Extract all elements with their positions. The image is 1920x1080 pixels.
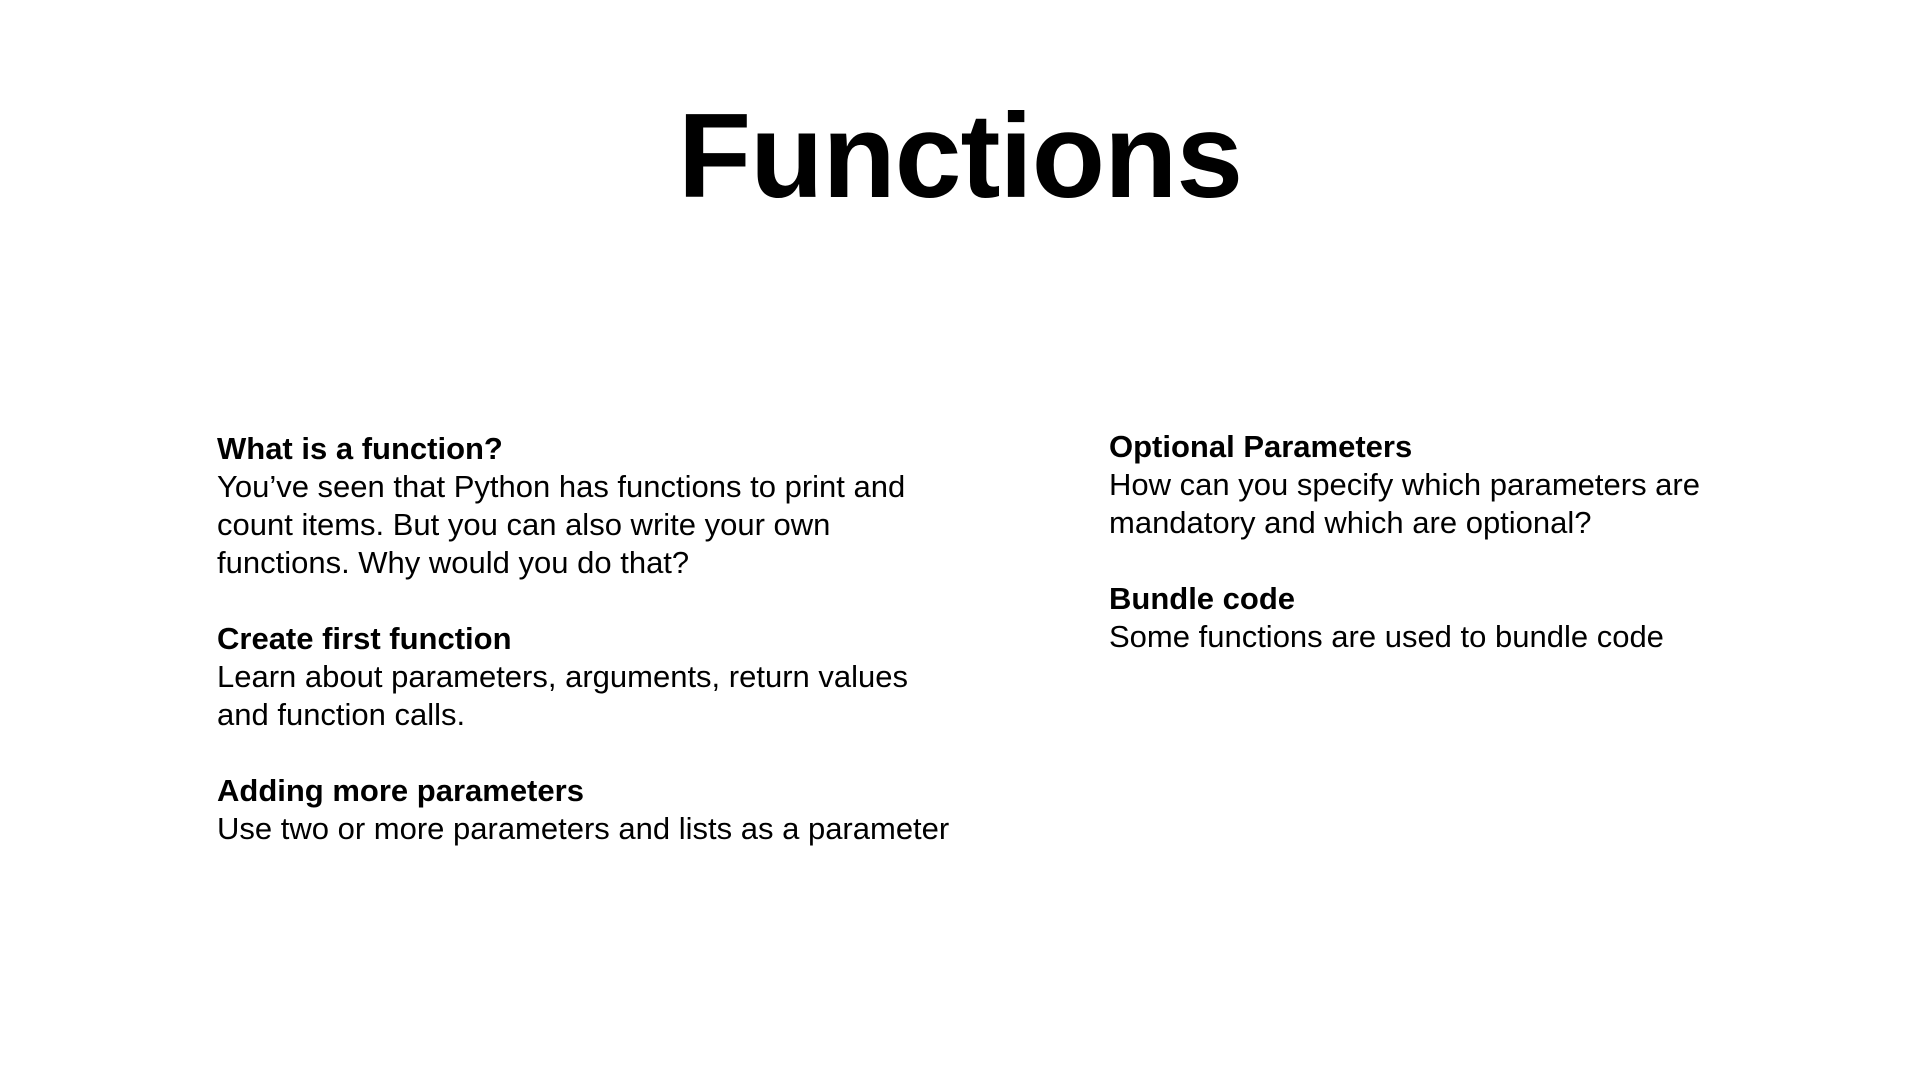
topic-optional-parameters: [1109, 428, 1849, 542]
slide-title: Functions: [677, 89, 1243, 223]
topic-text-line: You’ve seen that Python has functions to print and: [217, 469, 906, 504]
topic-heading: Adding more parameters: [217, 773, 584, 808]
topic-adding-more-parameters: [217, 772, 1017, 848]
left-column: [217, 430, 1017, 886]
topic-text-line: functions. Why would you do that?: [217, 545, 690, 580]
topic-create-first-function: [217, 620, 1017, 734]
topic-text-line: How can you specify which parameters are: [1109, 467, 1700, 502]
topic-heading: Bundle code: [1109, 581, 1296, 616]
topic-text-line: mandatory and which are optional?: [1109, 505, 1592, 540]
topic-text-line: count items. But you can also write your own: [217, 507, 831, 542]
topic-heading: What is a function?: [217, 431, 503, 466]
topic-what-is-a-function: [217, 430, 1017, 582]
topic-heading: Optional Parameters: [1109, 429, 1413, 464]
topic-heading: Create first function: [217, 621, 512, 656]
topic-bundle-code: [1109, 580, 1849, 656]
topic-text-line: Learn about parameters, arguments, return values: [217, 659, 908, 694]
topic-text-line: Some functions are used to bundle code: [1109, 619, 1664, 654]
topic-text-line: and function calls.: [217, 697, 466, 732]
topic-text-line: Use two or more parameters and lists as a parameter: [217, 811, 950, 846]
right-column: [1109, 428, 1849, 694]
